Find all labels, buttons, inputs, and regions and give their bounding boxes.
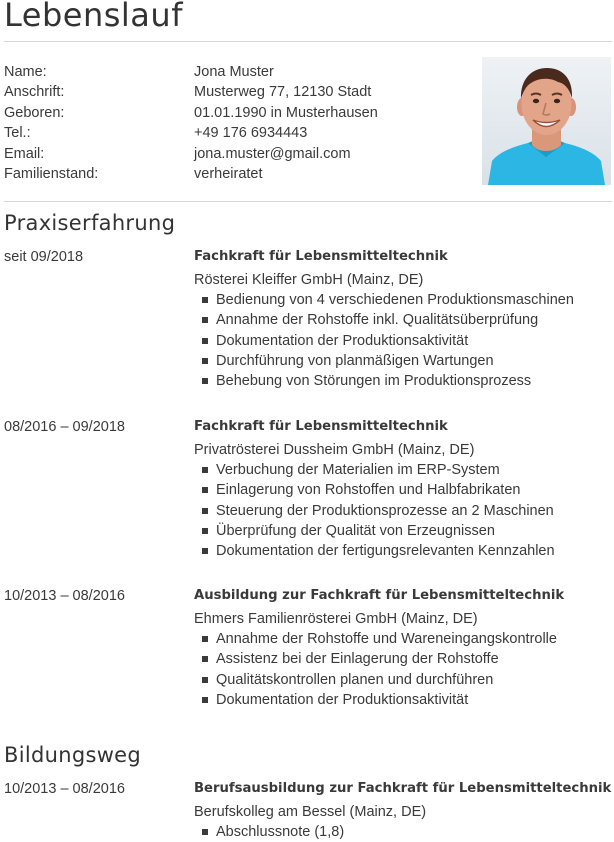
bullet-icon <box>202 317 208 323</box>
list-item <box>194 331 604 351</box>
bullet-text: Bedienung von 4 verschiedenen Produktionsmaschinen <box>216 292 574 308</box>
list-item <box>194 460 604 480</box>
list-item <box>194 541 604 561</box>
bullet-icon <box>202 378 208 384</box>
personal-row-marital-status <box>4 164 474 184</box>
bullet-text: Steuerung der Produktionsprozesse an 2 Maschinen <box>216 502 554 519</box>
bullet-icon <box>202 487 208 493</box>
bullet-text: Durchführung von planmäßigen Wartungen <box>216 352 494 369</box>
bullet-icon <box>202 636 208 642</box>
bullet-icon <box>202 358 208 364</box>
personal-label: Geboren: <box>4 104 65 121</box>
document-title: Lebenslauf <box>4 0 183 34</box>
bullet-icon <box>202 697 208 703</box>
bullet-icon <box>202 508 208 514</box>
entry-body <box>194 586 604 710</box>
personal-divider <box>4 201 612 202</box>
entry-title: Berufsausbildung zur Fachkraft für Lebensmitteltechnik <box>194 781 612 796</box>
entry-bullet-list <box>194 629 604 710</box>
bullet-text: Annahme der Rohstoffe und Wareneingangskontrolle <box>216 631 557 647</box>
personal-label: Anschrift: <box>4 84 65 101</box>
bullet-text: Dokumentation der Produktionsaktivität <box>216 332 469 349</box>
bullet-icon <box>202 297 208 303</box>
list-item <box>194 670 604 690</box>
entry-title: Fachkraft für Lebensmitteltechnik <box>194 249 448 264</box>
personal-label: Familienstand: <box>4 165 99 182</box>
list-item <box>194 649 604 669</box>
personal-value: Musterweg 77, 12130 Stadt <box>194 84 372 101</box>
personal-data <box>4 62 474 184</box>
bullet-icon <box>202 548 208 554</box>
personal-row-name <box>4 62 474 82</box>
entry-body <box>194 779 612 842</box>
personal-row-email <box>4 144 474 164</box>
list-item <box>194 290 604 310</box>
personal-row-address <box>4 82 474 102</box>
list-item <box>194 521 604 541</box>
personal-label: Name: <box>4 64 47 80</box>
entry-date: seit 09/2018 <box>4 249 84 265</box>
list-item <box>194 501 604 521</box>
bullet-text: Verbuchung der Materialien im ERP-System <box>216 462 500 478</box>
entry-organization: Ehmers Familienrösterei GmbH (Mainz, DE) <box>194 611 478 627</box>
entry-date: 10/2013 – 08/2016 <box>4 781 125 797</box>
bullet-icon <box>202 528 208 534</box>
list-item <box>194 310 604 330</box>
bullet-text: Überprüfung der Qualität von Erzeugnissen <box>216 522 495 539</box>
entry-organization: Rösterei Kleiffer GmbH (Mainz, DE) <box>194 272 424 288</box>
profile-photo <box>482 57 611 185</box>
bullet-text: Qualitätskontrollen planen und durchführen <box>216 671 494 688</box>
bullet-icon <box>202 829 208 835</box>
personal-value: verheiratet <box>194 165 263 182</box>
bullet-text: Behebung von Störungen im Produktionsprozess <box>216 373 532 390</box>
list-item <box>194 822 604 842</box>
entry-body <box>194 247 604 391</box>
personal-value: 01.01.1990 in Musterhausen <box>194 104 378 121</box>
entry-title: Fachkraft für Lebensmitteltechnik <box>194 419 448 434</box>
list-item <box>194 480 604 500</box>
entry-bullet-list <box>194 290 604 391</box>
list-item <box>194 371 604 391</box>
list-item <box>194 351 604 371</box>
entry-organization: Berufskolleg am Bessel (Mainz, DE) <box>194 804 427 820</box>
entry-bullet-list <box>194 460 604 561</box>
personal-label: Tel.: <box>4 125 31 142</box>
bullet-icon <box>202 656 208 662</box>
entry-date: 10/2013 – 08/2016 <box>4 588 125 604</box>
entry-organization: Privatrösterei Dussheim GmbH (Mainz, DE) <box>194 442 475 458</box>
bullet-icon <box>202 467 208 473</box>
entry-body <box>194 417 604 561</box>
title-divider <box>4 41 612 42</box>
personal-row-phone <box>4 123 474 143</box>
bullet-text: Dokumentation der fertigungsrelevanten Kennzahlen <box>216 543 555 560</box>
personal-value: jona.muster@gmail.com <box>194 145 351 162</box>
bullet-text: Abschlussnote (1,8) <box>216 824 345 840</box>
entry-title: Ausbildung zur Fachkraft für Lebensmitteltechnik <box>194 588 565 603</box>
list-item <box>194 690 604 710</box>
personal-label: Email: <box>4 145 45 162</box>
list-item <box>194 629 604 649</box>
bullet-icon <box>202 338 208 344</box>
personal-value: +49 176 6934443 <box>194 125 308 142</box>
bullet-text: Annahme der Rohstoffe inkl. Qualitätsüberprüfung <box>216 312 539 329</box>
bullet-icon <box>202 677 208 683</box>
bullet-text: Dokumentation der Produktionsaktivität <box>216 691 469 708</box>
personal-row-birth <box>4 103 474 123</box>
personal-value: Jona Muster <box>194 64 274 80</box>
entry-date: 08/2016 – 09/2018 <box>4 419 125 435</box>
bullet-text: Einlagerung von Rohstoffen und Halbfabrikaten <box>216 482 521 499</box>
entry-bullet-list <box>194 822 604 842</box>
section-title-experience: Praxiserfahrung <box>4 211 176 235</box>
bullet-text: Assistenz bei der Einlagerung der Rohstoffe <box>216 651 499 668</box>
section-title-education: Bildungsweg <box>4 743 142 767</box>
